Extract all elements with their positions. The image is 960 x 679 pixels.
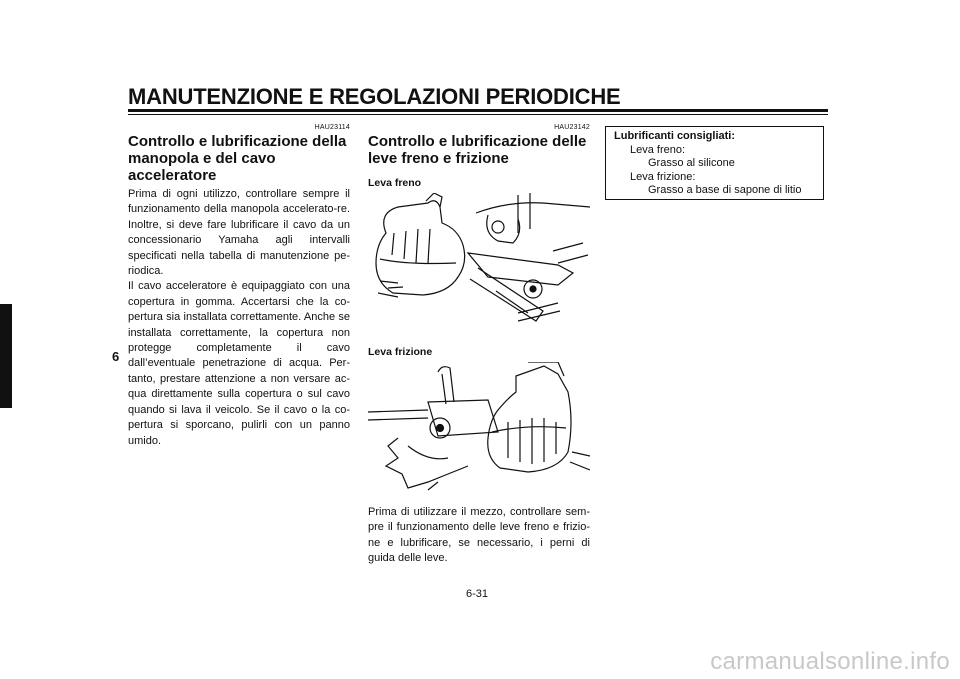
- brake-lever-item: Leva freno:: [630, 143, 686, 156]
- chapter-number: 6: [112, 349, 120, 364]
- watermark: carmanualsonline.info: [710, 648, 950, 675]
- brake-lubricant: Grasso al silicone: [648, 157, 735, 170]
- lubricants-title: Lubrificanti consigliati:: [614, 130, 736, 142]
- page-number: 6-31: [466, 588, 489, 600]
- header-rule: [128, 109, 828, 112]
- brake-lever-label: Leva freno: [368, 177, 422, 189]
- clutch-lever-label: Leva frizione: [368, 346, 433, 358]
- section-heading: Controllo e lubrificazione delle leve freno e frizione: [368, 133, 587, 167]
- header-rule-thin: [128, 114, 828, 115]
- section-code: HAU23114: [314, 124, 350, 131]
- brake-lever-illustration: [368, 193, 590, 328]
- clutch-lubricant: Grasso a base di sapone di litio: [648, 184, 802, 197]
- levers-section: [368, 124, 590, 567]
- section-body: Prima di ogni utilizzo, controllare sempre il funzionamento della manopola accelerato-re. Inoltre, si deve fare lubrificare il cavo da un concessionario Yamaha agli intervalli specificati nella tabella di manutenzione pe-riodica.: [128, 188, 350, 278]
- section-body-2: Il cavo acceleratore è equipaggiato con una copertura in gomma. Accertarsi che la co-pertura sia installata correttamente. Anche se installata correttamente, la copertura non protegge completamente il cavo dall’eventuale penetrazione di acqua. Per-tanto, prestare attenzione a non versare ac-qua direttamente sulla copertura o sul cavo quando si lava il veicolo. Se il cavo o la co-pertura si sporcano, pulirli con un panno umido.: [128, 280, 350, 447]
- section-heading: Controllo e lubrificazione della manopola e del cavo acceleratore: [128, 133, 347, 184]
- throttle-section: [128, 124, 350, 449]
- clutch-lever-illustration: [368, 362, 590, 497]
- lubricants-box: [605, 126, 824, 200]
- levers-body: Prima di utilizzare il mezzo, controllare sem-pre il funzionamento delle leve freno e frizio-ne e lubrificare, se necessario, i perni di guida delle leve.: [368, 506, 590, 565]
- section-code: HAU23142: [554, 124, 590, 131]
- page-title: MANUTENZIONE E REGOLAZIONI PERIODICHE: [128, 84, 621, 109]
- clutch-lever-item: Leva frizione:: [630, 170, 696, 183]
- chapter-tab: [0, 304, 12, 408]
